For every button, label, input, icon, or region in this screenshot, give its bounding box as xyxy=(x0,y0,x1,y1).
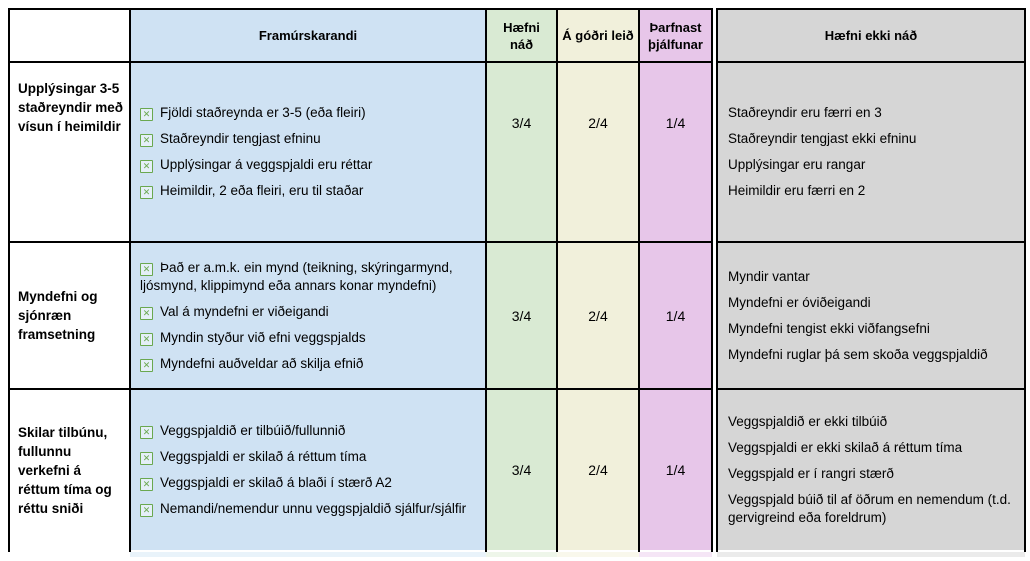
checklist-item xyxy=(140,182,477,200)
checklist-item xyxy=(140,355,477,373)
checked-checkbox-icon[interactable]: ✕ xyxy=(140,333,153,346)
checklist-item xyxy=(140,448,477,466)
clipped-cell xyxy=(9,551,130,557)
checklist-item xyxy=(140,500,477,518)
checklist-item-text: Nemandi/nemendur unnu veggspjaldið sjálfur/sjálfir xyxy=(160,501,467,516)
not-achieved-item: Myndefni tengist ekki viðfangsefni xyxy=(728,320,930,336)
header-row xyxy=(9,9,1025,62)
column-header-on-track: Á góðri leið xyxy=(557,9,639,62)
checklist-item-text: Val á myndefni er viðeigandi xyxy=(160,303,329,319)
checklist-item xyxy=(140,303,477,321)
on-track-score-cell: 2/4 xyxy=(557,389,639,551)
checklist-item-text: Veggspjaldi er skilað á blaði í stærð A2 xyxy=(160,475,392,490)
checked-checkbox-icon[interactable]: ✕ xyxy=(140,359,153,372)
column-header-not-achieved: Hæfni ekki náð xyxy=(717,9,1025,62)
not-achieved-cell xyxy=(717,242,1025,389)
clipped-cell xyxy=(639,551,712,557)
checklist-item-text: Myndefni auðveldar að skilja efnið xyxy=(160,355,364,371)
checklist-item xyxy=(140,104,477,122)
column-header-achieved: Hæfni náð xyxy=(486,9,557,62)
clipped-cell xyxy=(717,551,1025,557)
corner-cell xyxy=(9,9,130,62)
checklist-item-text: Veggspjaldi er skilað á réttum tíma xyxy=(160,449,367,464)
not-achieved-item: Veggspjaldið er ekki tilbúið xyxy=(728,414,888,429)
checklist-item-text: Staðreyndir tengjast efninu xyxy=(160,131,321,146)
clipped-cell xyxy=(557,551,639,557)
checklist-item xyxy=(140,130,477,148)
needs-training-score-cell: 1/4 xyxy=(639,389,712,551)
needs-training-score-cell: 1/4 xyxy=(639,242,712,389)
checklist-item-text: Upplýsingar á veggspjaldi eru réttar xyxy=(160,157,373,172)
not-achieved-item: Myndefni ruglar þá sem skoða veggspjaldið xyxy=(728,346,988,362)
checklist-item-text: Það er a.m.k. ein mynd (teikning, skýringarmynd, ljósmynd, klippimynd eða annars konar myndefni) xyxy=(140,259,453,293)
excellent-cell xyxy=(130,62,486,242)
not-achieved-item: Staðreyndir eru færri en 3 xyxy=(728,105,882,120)
checked-checkbox-icon[interactable]: ✕ xyxy=(140,263,153,276)
checklist-item-text: Veggspjaldið er tilbúið/fullunnið xyxy=(160,423,346,438)
checked-checkbox-icon[interactable]: ✕ xyxy=(140,186,153,199)
not-achieved-item: Staðreyndir tengjast ekki efninu xyxy=(728,131,917,146)
checked-checkbox-icon[interactable]: ✕ xyxy=(140,108,153,121)
not-achieved-item: Myndir vantar xyxy=(728,268,810,284)
achieved-score-cell: 3/4 xyxy=(486,389,557,551)
achieved-score-cell: 3/4 xyxy=(486,242,557,389)
not-achieved-item: Upplýsingar eru rangar xyxy=(728,157,866,172)
checklist-item xyxy=(140,474,477,492)
criterion-cell: Myndefni og sjónræn framsetning xyxy=(9,242,130,389)
clipped-next-row xyxy=(9,551,1025,557)
checklist-item-text: Fjöldi staðreynda er 3-5 (eða fleiri) xyxy=(160,105,366,120)
checked-checkbox-icon[interactable]: ✕ xyxy=(140,134,153,147)
checklist-item xyxy=(140,422,477,440)
checked-checkbox-icon[interactable]: ✕ xyxy=(140,452,153,465)
column-header-needs-training: Þarfnast þjálfunar xyxy=(639,9,712,62)
checked-checkbox-icon[interactable]: ✕ xyxy=(140,478,153,491)
column-header-excellent: Framúrskarandi xyxy=(130,9,486,62)
criterion-cell: Upplýsingar 3-5 staðreyndir með vísun í heimildir xyxy=(9,62,130,242)
not-achieved-cell xyxy=(717,389,1025,551)
checklist-item xyxy=(140,259,477,295)
not-achieved-item: Veggspjaldi er ekki skilað á réttum tíma xyxy=(728,440,963,455)
checked-checkbox-icon[interactable]: ✕ xyxy=(140,307,153,320)
checked-checkbox-icon[interactable]: ✕ xyxy=(140,504,153,517)
checklist-item xyxy=(140,156,477,174)
checklist-item-text: Heimildir, 2 eða fleiri, eru til staðar xyxy=(160,183,364,198)
criterion-cell: Skilar tilbúnu, fullunnu verkefni á réttum tíma og réttu sniði xyxy=(9,389,130,551)
not-achieved-cell xyxy=(717,62,1025,242)
on-track-score-cell: 2/4 xyxy=(557,62,639,242)
excellent-cell xyxy=(130,242,486,389)
table-row xyxy=(9,242,1025,389)
checked-checkbox-icon[interactable]: ✕ xyxy=(140,160,153,173)
not-achieved-item: Veggspjald er í rangri stærð xyxy=(728,466,894,481)
rubric-table xyxy=(8,8,1026,557)
not-achieved-item: Myndefni er óviðeigandi xyxy=(728,294,871,310)
clipped-cell xyxy=(486,551,557,557)
table-row xyxy=(9,389,1025,551)
checklist-item xyxy=(140,329,477,347)
not-achieved-item: Veggspjald búið til af öðrum en nemendum (t.d. gervigreind eða foreldrum) xyxy=(728,492,1011,525)
needs-training-score-cell: 1/4 xyxy=(639,62,712,242)
not-achieved-item: Heimildir eru færri en 2 xyxy=(728,183,866,198)
achieved-score-cell: 3/4 xyxy=(486,62,557,242)
checklist-item-text: Myndin styður við efni veggspjalds xyxy=(160,329,366,345)
clipped-cell xyxy=(130,551,486,557)
excellent-cell xyxy=(130,389,486,551)
checked-checkbox-icon[interactable]: ✕ xyxy=(140,426,153,439)
on-track-score-cell: 2/4 xyxy=(557,242,639,389)
table-row xyxy=(9,62,1025,242)
